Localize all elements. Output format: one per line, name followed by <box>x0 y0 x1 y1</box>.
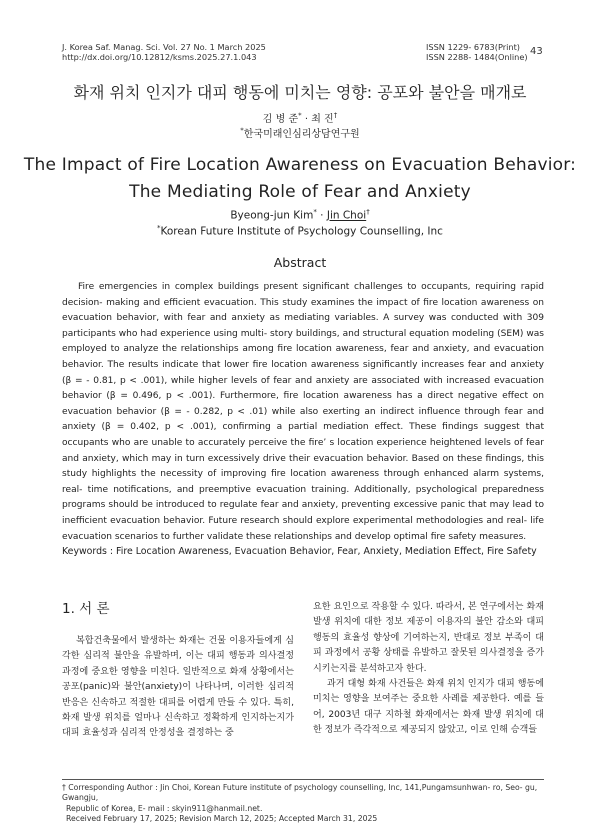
english-author-separator: · <box>316 209 327 222</box>
english-affiliation-marker: * <box>157 224 161 232</box>
korean-affiliation <box>0 125 600 140</box>
issn-print: ISSN 1229- 6783(Print) <box>426 42 520 52</box>
english-title-line-1: The Impact of Fire Location Awareness on Evacuation Behavior: <box>23 155 577 175</box>
english-author-1-marker: * <box>313 208 317 216</box>
intro-paragraph-1-continued: 요한 요인으로 작용할 수 있다. 따라서, 본 연구에서는 화재 발생 위치에 대한 정보 제공이 이용자의 불안 감소와 대피 행동의 효율성 향상에 기여하는지, 반대로 정보 부족이 대피 과정에서 공황 상태를 유발하고 잘못된 의사결정을 증가시키는지를 분석하고자 한다. <box>313 602 544 674</box>
intro-paragraph-2: 과거 대형 화재 사건들은 화재 위치 인지가 대피 행동에 미치는 영향을 보여주는 중요한 사례를 제공한다. 예를 들어, 2003년 대구 지하철 화재에서는 화재 발생 위치에 대한 정보가 즉각적으로 제공되지 않았고, 이로 인해 승객들 <box>313 679 544 736</box>
korean-author-1: 김 병 준 <box>262 114 299 125</box>
english-author-1: Byeong-jun Kim <box>230 209 314 222</box>
english-author-2: Jin Choi <box>326 209 367 222</box>
footnote-contact: Republic of Korea, E- mail : skyin911@hanmail.net. <box>66 803 263 813</box>
footnote-corresponding-author: † Corresponding Author : Jin Choi, Korean Future institute of psychology counselling, Inc, 141,Pungamsunhwan- ro, Seo- gu, Gwangju, <box>62 783 538 803</box>
section-heading-introduction: 1. 서 론 <box>62 601 110 617</box>
running-header-left <box>62 42 266 62</box>
english-affiliation-text: Korean Future Institute of Psychology Counselling, Inc <box>160 225 443 238</box>
author-2-marker: † <box>333 111 338 120</box>
body-column-right <box>313 600 544 739</box>
korean-author-2: 최 진 <box>311 114 334 125</box>
author-separator: · <box>304 114 309 125</box>
english-authors <box>0 208 600 222</box>
abstract-heading: Abstract <box>273 255 327 270</box>
page-number: 43 <box>530 46 543 57</box>
abstract-text: Fire emergencies in complex buildings present significant challenges to occupants, requiring rapid decision- making and efficient evacuation. This study examines the impact of fire location awareness on evacuation behavior, with fear and anxiety as mediating variables. A survey was conducted with 309 participants who had experience using multi- story buildings, and structural equation modeling (SEM) was employed to analyze the relationships among fire location awareness, fear and anxiety, and evacuation behavior. The results indicate that lower fire location awareness significantly increases fear and anxiety (β = - 0.81, p < .001), while higher levels of fear and anxiety are associated with increased evacuation behavior (β = 0.496, p < .001). Furthermore, fire location awareness has a direct negative effect on evacuation behavior (β = - 0.282, p < .01) while also exerting an indirect influence through fear and anxiety (β = 0.402, p < .001), confirming a partial mediation effect. These findings suggest that occupants who are unable to accurately perceive the fire’ s location experience heightened levels of fear and anxiety, which may in turn excessively drive their evacuation behavior. Based on these findings, this study highlights the necessity of improving fire location awareness through enhanced alarm systems, real- time notifications, and preemptive evacuation training. Additionally, psychological preparedness programs should be introduced to regulate fear and anxiety, preventing excessive panic that may lead to inefficient evacuation behavior. Future research should explore experimental methodologies and real- life evacuation scenarios to further validate these relationships and develop optimal fire safety measures. <box>62 282 544 542</box>
doi-link[interactable]: http://dx.doi.org/10.12812/ksms.2025.27.1.043 <box>62 52 257 62</box>
english-author-2-marker: † <box>366 208 370 216</box>
footnote-dates: Received February 17, 2025; Revision March 12, 2025; Accepted March 31, 2025 <box>66 814 378 824</box>
author-1-marker: * <box>298 111 302 120</box>
body-column-left <box>62 634 294 742</box>
korean-title: 화재 위치 인지가 대피 행동에 미치는 영향: 공포와 불안을 매개로 <box>73 83 527 102</box>
english-affiliation <box>0 224 600 238</box>
intro-paragraph-1: 복합건축물에서 발생하는 화재는 건물 이용자들에게 심각한 심리적 불안을 유발하며, 이는 대피 행동과 의사결정 과정에 중요한 영향을 미친다. 일반적으로 화재 상황에서는 공포(panic)와 불안(anxiety)이 나타나며, 이러한 심리적 반응은 신속하고 적절한 대피를 어렵게 만들 수 있다. 특히, 화재 발생 위치를 얼마나 신속하고 정확하게 인지하는지가 대피 효율성과 심리적 안정성을 결정하는 중 <box>62 636 294 739</box>
footnote <box>62 783 544 825</box>
keywords: Keywords : Fire Location Awareness, Evacuation Behavior, Fear, Anxiety, Mediation Effect, Fire Safety <box>62 546 537 557</box>
korean-authors <box>0 110 600 125</box>
issn-online: ISSN 2288- 1484(Online) <box>426 52 528 62</box>
korean-affiliation-text: 한국미래인심리상담연구원 <box>243 129 360 140</box>
footnote-divider <box>62 779 544 780</box>
journal-citation: J. Korea Saf. Manag. Sci. Vol. 27 No. 1 March 2025 <box>62 42 266 52</box>
english-title-line-2: The Mediating Role of Fear and Anxiety <box>129 182 471 202</box>
english-title <box>0 152 600 206</box>
affiliation-marker: * <box>240 126 244 135</box>
running-header-right <box>426 42 528 62</box>
